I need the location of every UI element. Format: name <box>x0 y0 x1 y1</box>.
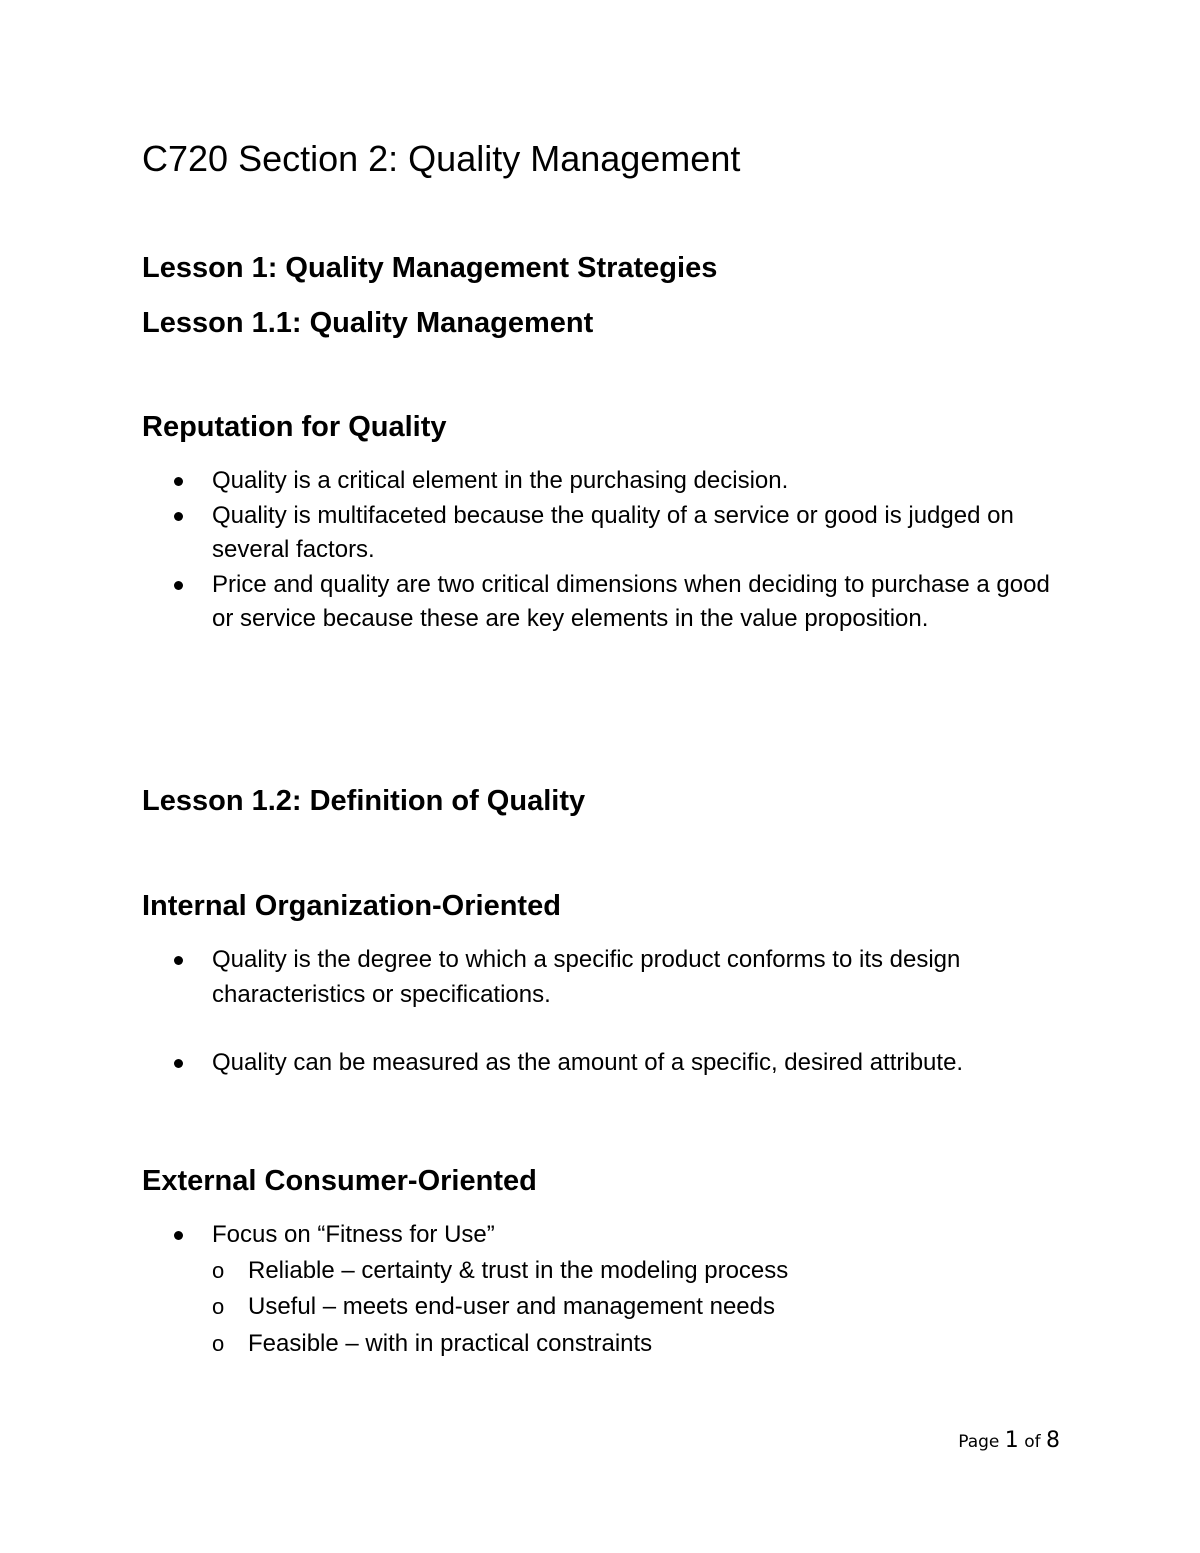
list-item <box>142 464 1062 499</box>
lesson-1-2-heading: Lesson 1.2: Definition of Quality <box>142 785 586 817</box>
page-number-footer <box>958 1428 1060 1453</box>
sub-list-item <box>212 1326 1062 1363</box>
list-item <box>142 1218 1062 1362</box>
list-item-text: Quality is the degree to which a specific product conforms to its design characteristics or specifications. <box>212 946 961 1008</box>
bullet-icon <box>174 512 183 521</box>
list-item-text: Quality is multifaceted because the quality of a service or good is judged on several factors. <box>212 501 1014 563</box>
circle-bullet-icon: o <box>212 1257 225 1283</box>
sub-list-item <box>212 1289 1062 1326</box>
circle-bullet-icon: o <box>212 1330 225 1356</box>
external-list <box>142 1218 1062 1362</box>
list-item <box>142 1046 1062 1081</box>
sub-list-item-text: Reliable – certainty & trust in the modeling process <box>248 1256 789 1284</box>
internal-list <box>142 943 1062 1081</box>
circle-bullet-icon: o <box>212 1294 225 1319</box>
list-item-text: Price and quality are two critical dimensions when deciding to purchase a good or service because these are key elements in the value proposition. <box>212 570 1050 632</box>
reputation-list <box>142 464 1062 637</box>
reputation-heading: Reputation for Quality <box>142 411 447 443</box>
sub-list-item-text: Feasible – with in practical constraints <box>248 1329 653 1357</box>
lesson-1-heading: Lesson 1: Quality Management Strategies <box>142 252 718 284</box>
current-page-number: 1 <box>1004 1428 1019 1453</box>
list-item <box>142 499 1062 568</box>
bullet-icon <box>174 1231 183 1240</box>
list-item-text: Quality is a critical element in the purchasing decision. <box>212 467 789 494</box>
list-item-text: Focus on “Fitness for Use” <box>212 1221 495 1248</box>
document-title: C720 Section 2: Quality Management <box>142 138 741 179</box>
bullet-icon <box>174 956 183 965</box>
list-item <box>142 943 1062 1012</box>
bullet-icon <box>174 1059 183 1068</box>
lesson-1-1-heading: Lesson 1.1: Quality Management <box>142 307 594 339</box>
total-pages-number: 8 <box>1046 1428 1060 1453</box>
list-spacer <box>142 1012 1062 1046</box>
bullet-icon <box>174 581 183 590</box>
sub-list-item-text: Useful – meets end-user and management needs <box>248 1293 775 1320</box>
page-label: Page <box>958 1432 1000 1452</box>
internal-heading: Internal Organization-Oriented <box>142 890 561 922</box>
bullet-icon <box>174 477 183 486</box>
list-item-text: Quality can be measured as the amount of a specific, desired attribute. <box>212 1049 964 1076</box>
external-heading: External Consumer-Oriented <box>142 1165 537 1197</box>
sub-list-item <box>212 1253 1062 1290</box>
of-label: of <box>1024 1432 1041 1452</box>
list-item <box>142 568 1062 637</box>
external-sublist <box>212 1253 1062 1363</box>
